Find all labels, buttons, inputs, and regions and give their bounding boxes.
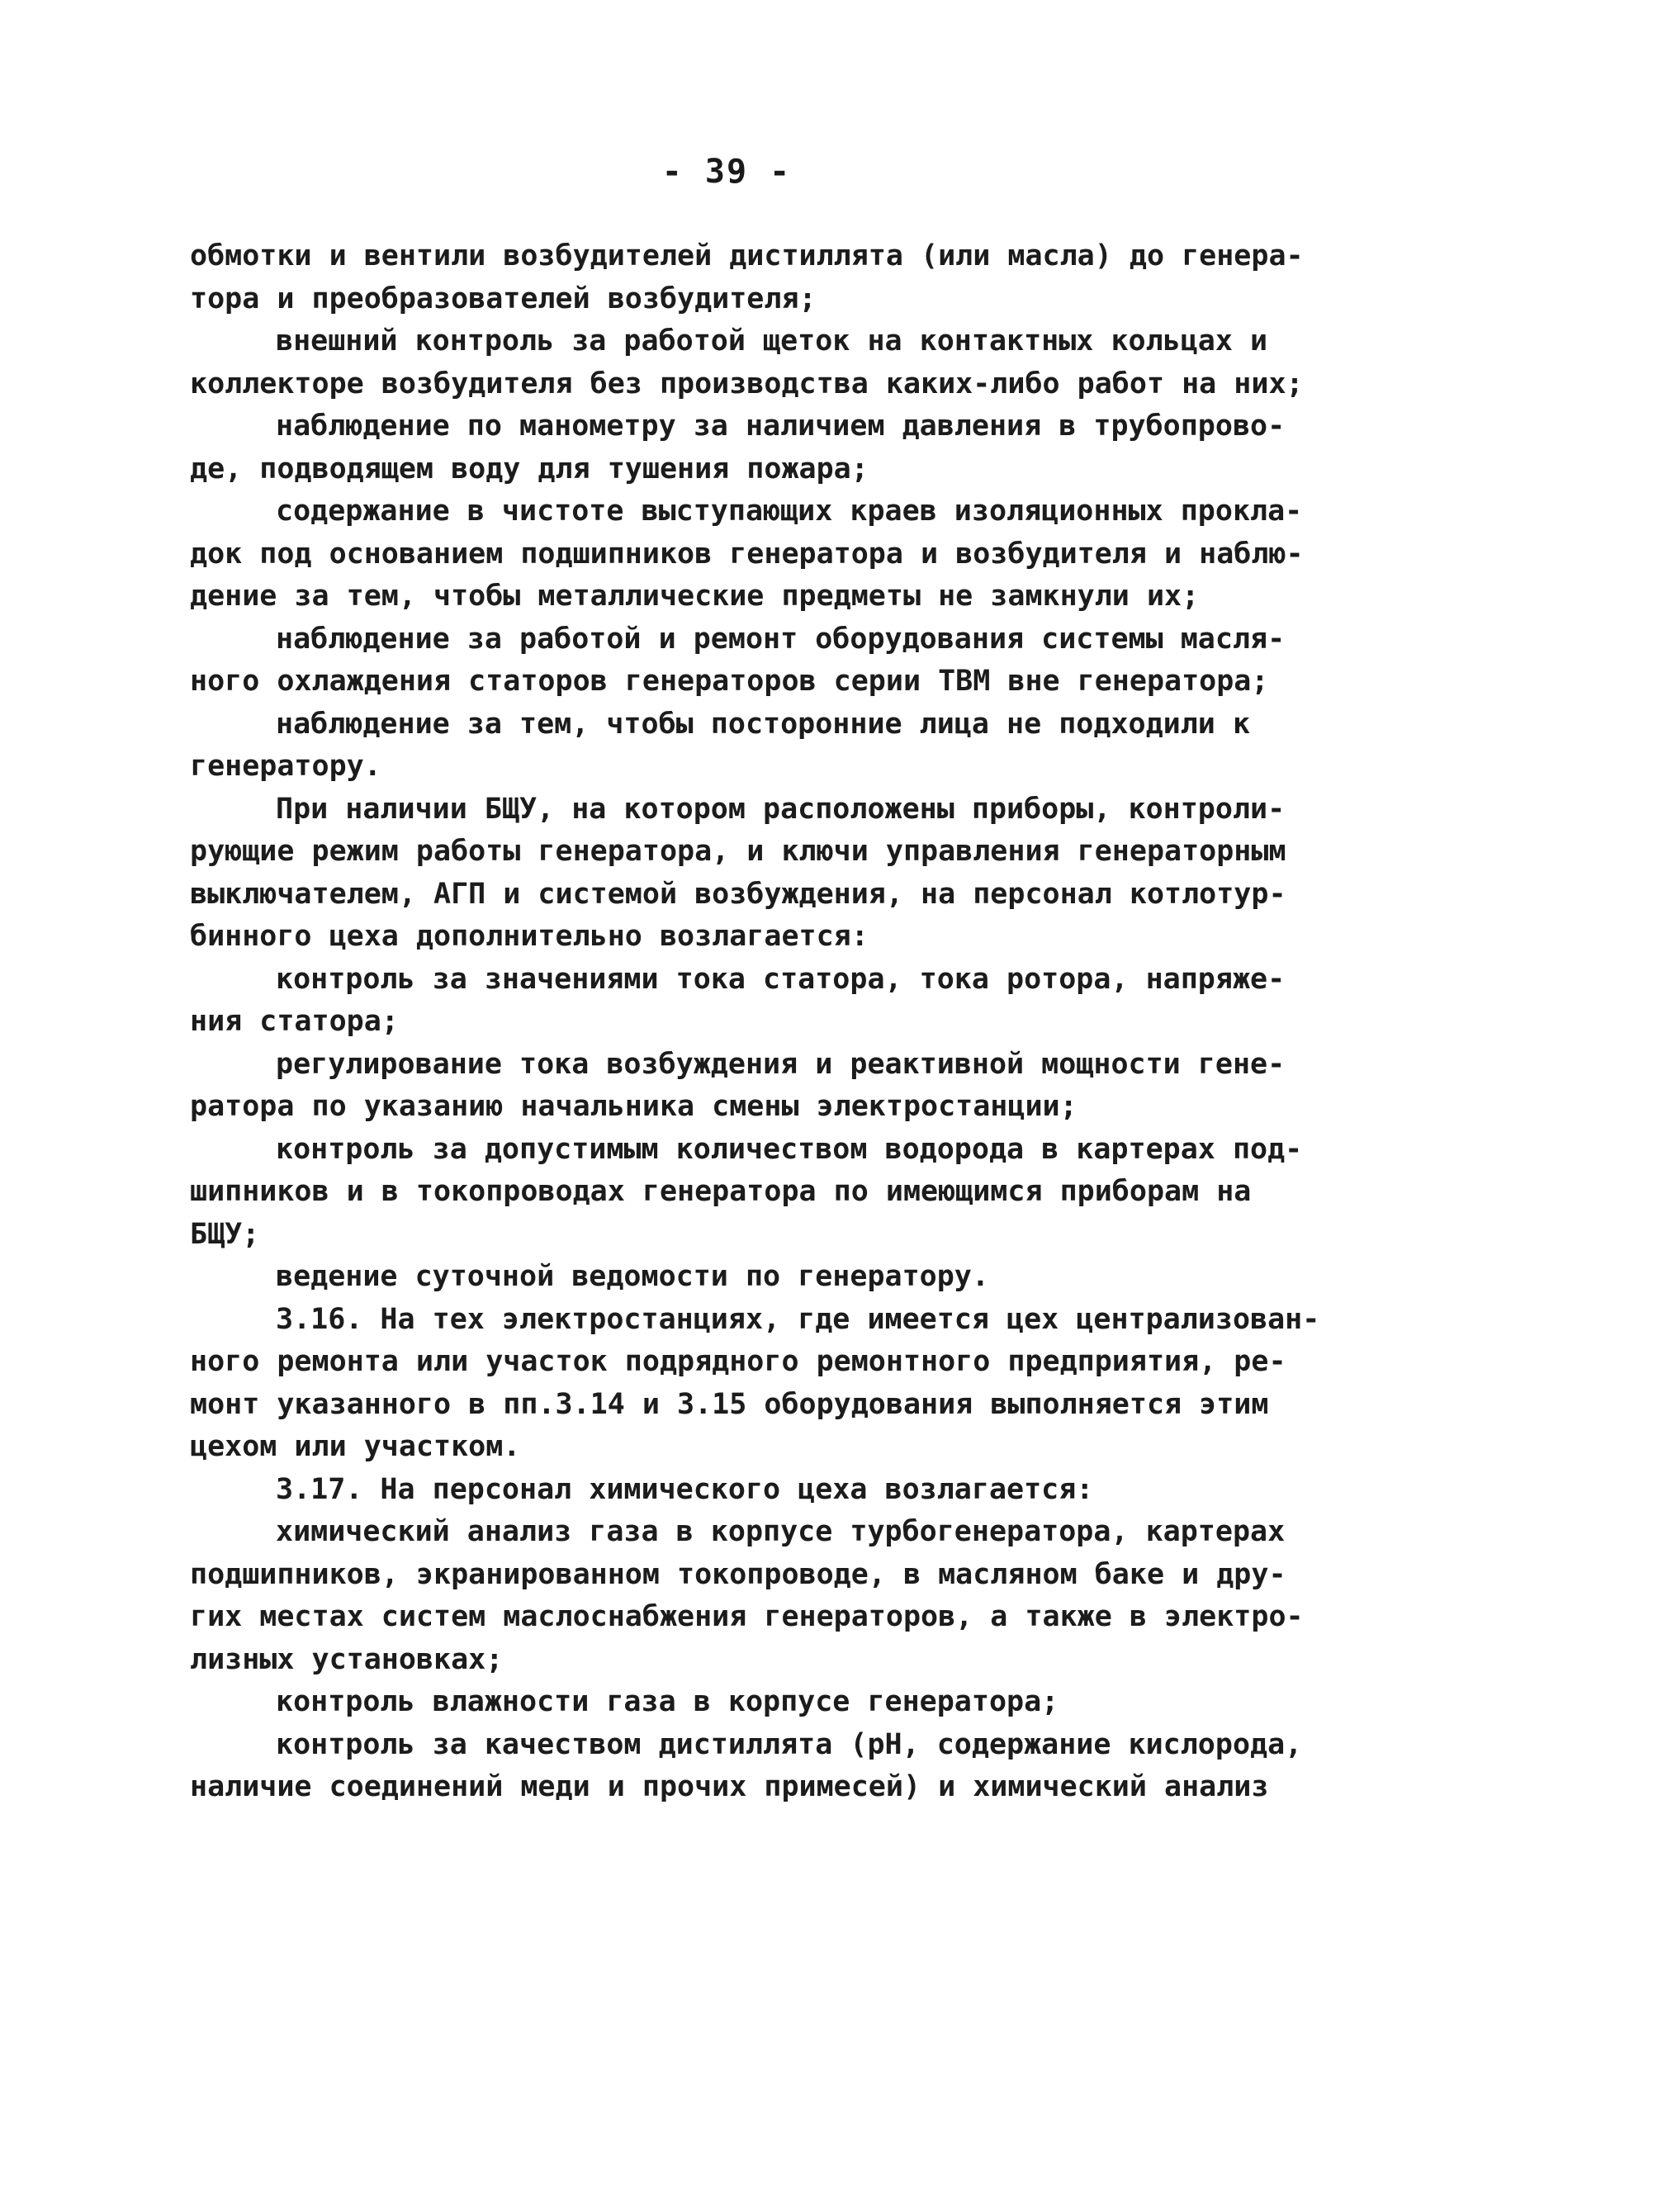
text-line: контроль за качеством дистиллята (pH, содержание кислорода, [276,1727,1303,1761]
text-line: ратора по указанию начальника смены электростанции; [190,1090,1078,1123]
text-line: дение за тем, чтобы металлические предметы не замкнули их; [190,580,1200,613]
text-line: наблюдение по манометру за наличием давления в трубопрово- [276,410,1286,443]
text-line: выключателем, АГП и системой возбуждения, на персонал котлотур- [190,877,1286,911]
text-line: док под основанием подшипников генератора и возбудителя и наблю- [190,537,1304,571]
body-text [190,235,1338,1809]
text-line: ния статора; [190,1005,399,1038]
text-line: ного охлаждения статоров генераторов серии ТВМ вне генератора; [190,665,1269,698]
text-line: химический анализ газа в корпусе турбогенератора, картерах [276,1515,1286,1548]
text-line: наличие соединений меди и прочих примесей) и химический анализ [190,1770,1269,1803]
text-line: содержание в чистоте выступающих краев изоляционных прокла- [276,495,1303,528]
text-line: гих местах систем маслоснабжения генераторов, а также в электро- [190,1600,1304,1633]
text-line: цехом или участком. [190,1430,521,1463]
text-line: БЩУ; [190,1217,260,1251]
text-line: ного ремонта или участок подрядного ремонтного предприятия, ре- [190,1345,1286,1378]
text-line: наблюдение за тем, чтобы посторонние лица не подходили к [276,707,1251,741]
text-line: наблюдение за работой и ремонт оборудования системы масля- [276,622,1286,656]
text-line: ведение суточной ведомости по генератору. [276,1260,989,1293]
text-line: обмотки и вентили возбудителей дистиллята (или масла) до генера- [190,239,1304,272]
text-line: подшипников, экранированном токопроводе, в масляном баке и дру- [190,1557,1286,1591]
text-line: шипников и в токопроводах генератора по имеющимся приборам на [190,1175,1252,1208]
text-line: 3.16. На тех электростанциях, где имеется цех централизован- [276,1302,1320,1336]
text-line: регулирование тока возбуждения и реактивной мощности гене- [276,1047,1286,1081]
text-line: монт указанного в пп.3.14 и 3.15 оборудования выполняется этим [190,1387,1269,1421]
text-line: тора и преобразователей возбудителя; [190,282,817,315]
page-number: - 39 - [661,153,792,191]
text-line: генератору. [190,750,381,783]
text-line: контроль за допустимым количеством водорода в картерах под- [276,1132,1303,1166]
text-line: контроль влажности газа в корпусе генератора; [276,1685,1059,1718]
text-line: коллекторе возбудителя без производства каких-либо работ на них; [190,367,1304,400]
text-line: контроль за значениями тока статора, тока ротора, напряже- [276,962,1286,996]
text-line: лизных установках; [190,1642,504,1676]
text-line: внешний контроль за работой щеток на контактных кольцах и [276,324,1268,358]
text-line: 3.17. На персонал химического цеха возлагается: [276,1472,1094,1506]
text-line: При наличии БЩУ, на котором расположены приборы, контроли- [276,792,1286,826]
text-line: де, подводящем воду для тушения пожара; [190,452,869,486]
text-line: бинного цеха дополнительно возлагается: [190,920,869,953]
text-line: рующие режим работы генератора, и ключи управления генераторным [190,835,1286,868]
